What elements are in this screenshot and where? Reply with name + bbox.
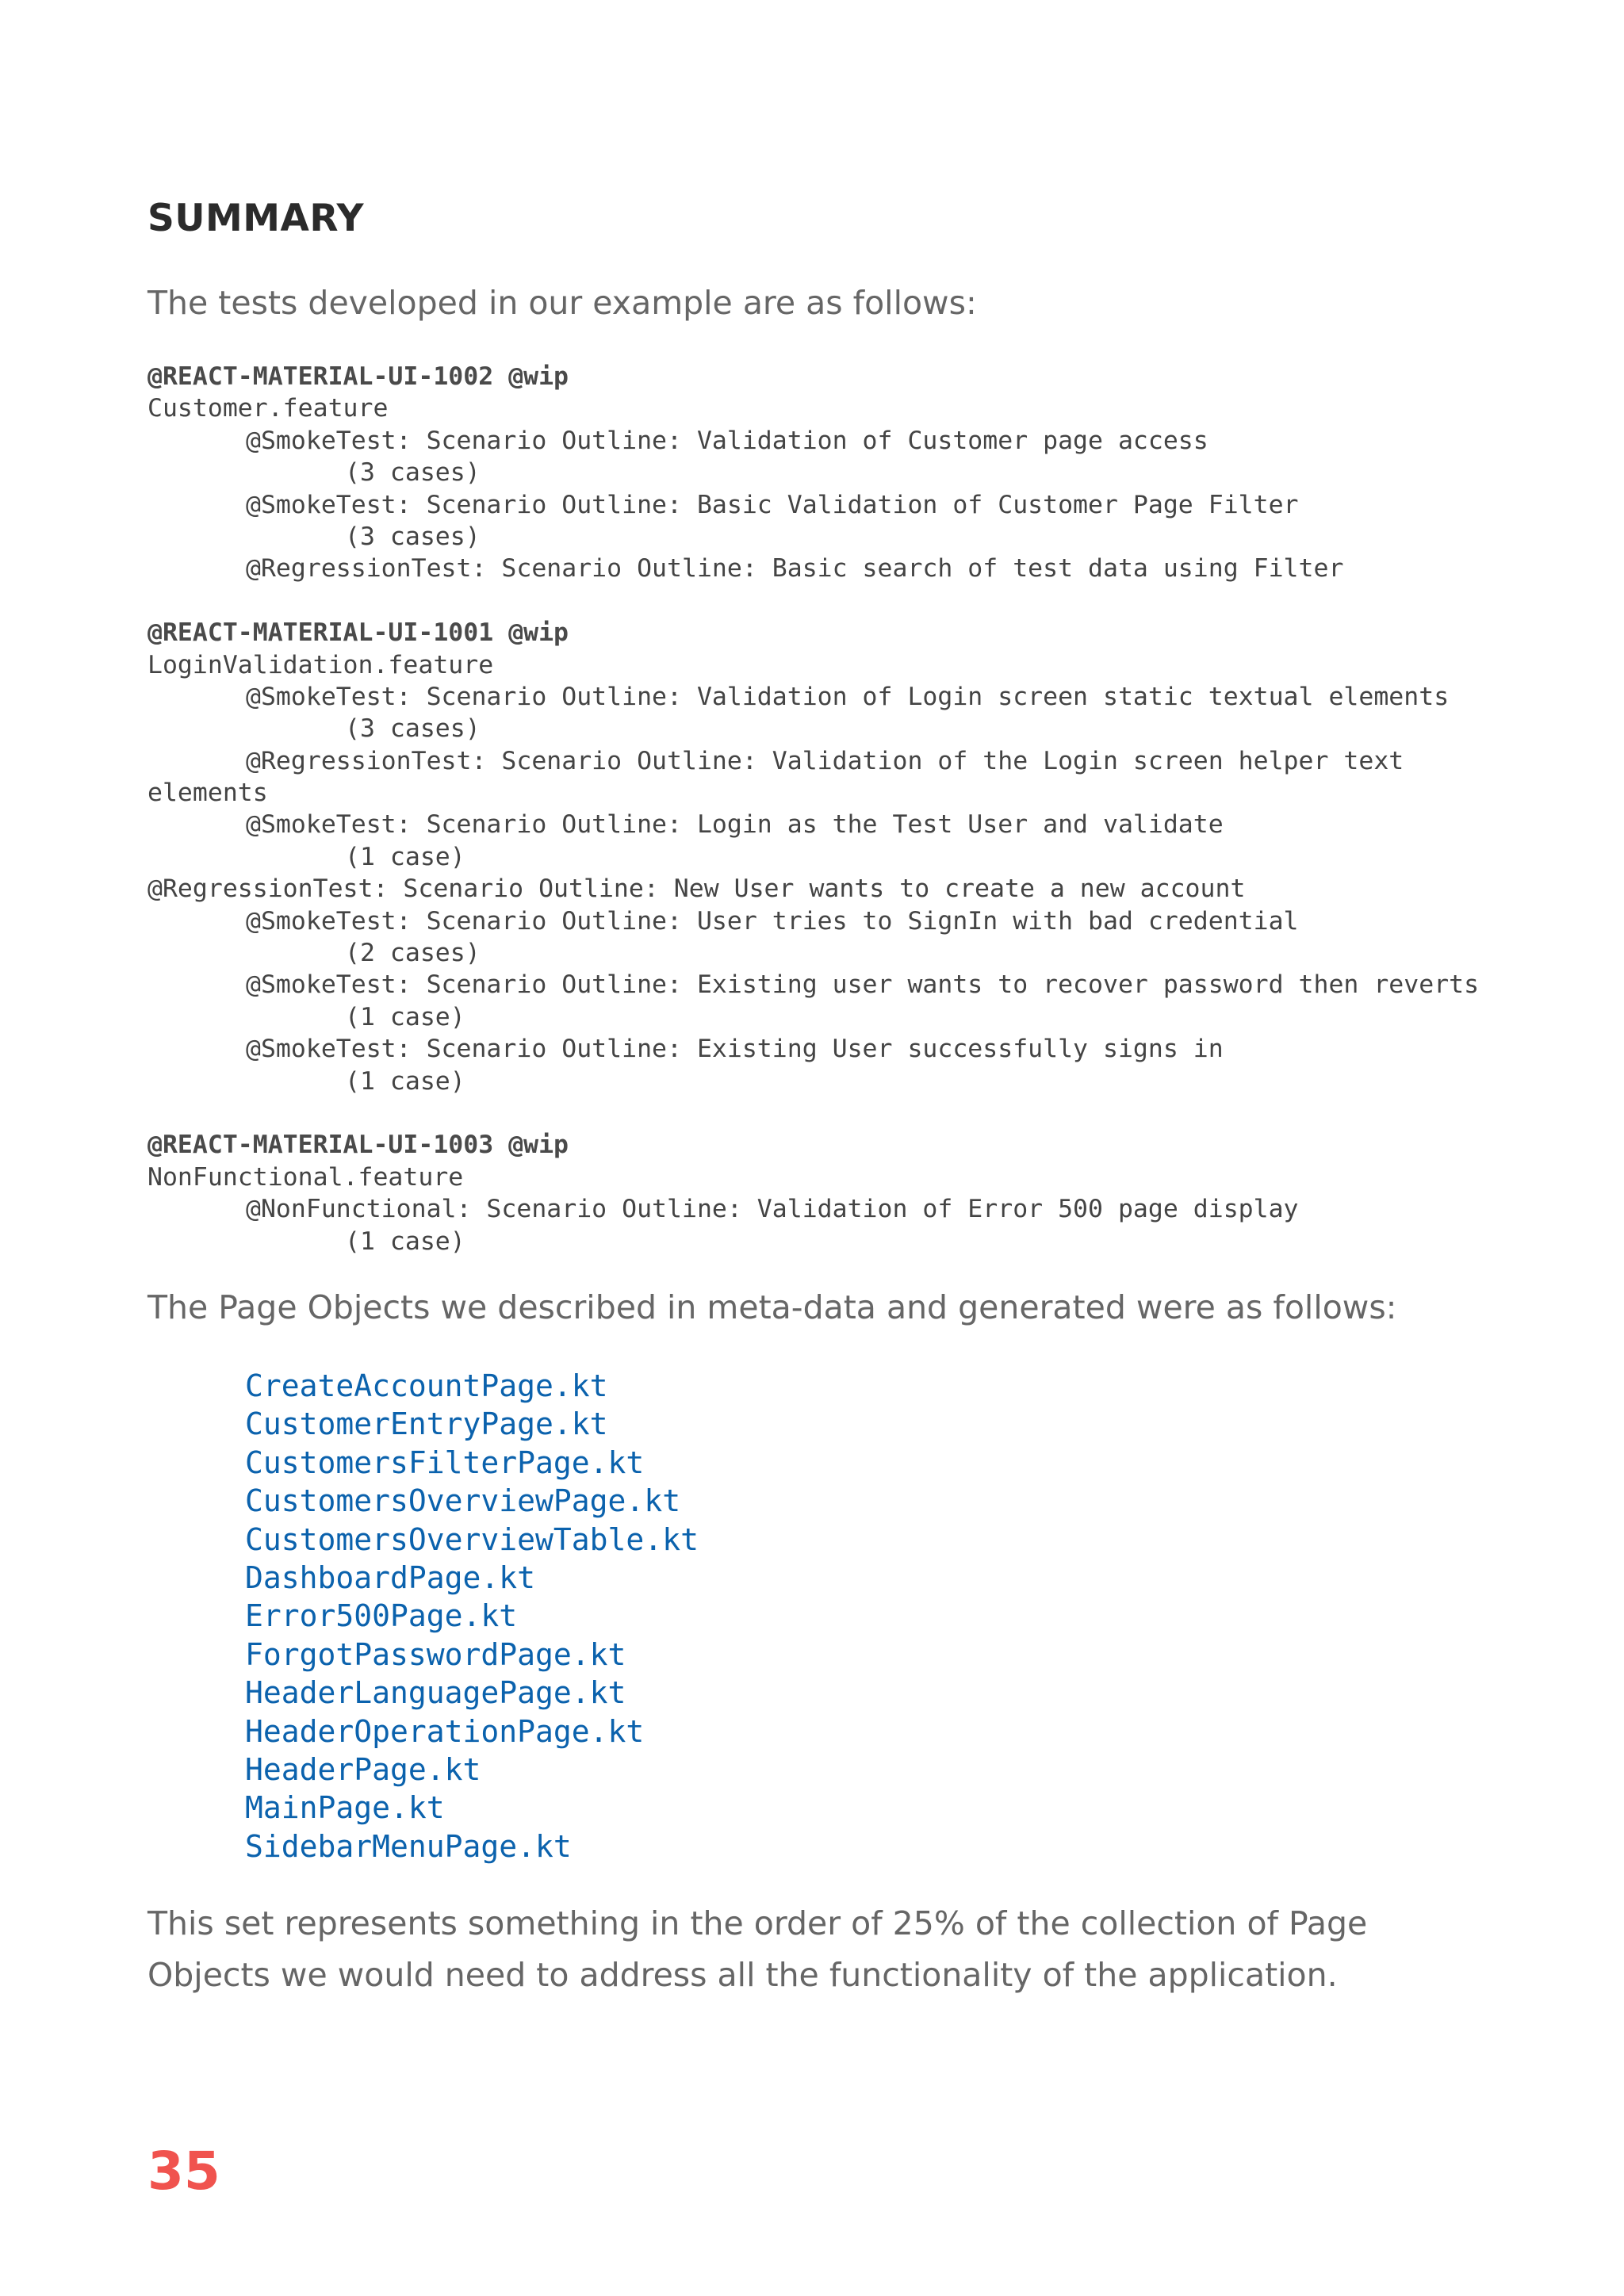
page-object-link[interactable]: SidebarMenuPage.kt	[245, 1828, 572, 1864]
page-object-link[interactable]: DashboardPage.kt	[245, 1559, 536, 1595]
case-count: (1 case)	[345, 1226, 465, 1256]
page-object-list	[245, 1367, 699, 1866]
page-object-link[interactable]: CustomersFilterPage.kt	[245, 1445, 645, 1480]
page-object-link[interactable]: HeaderOperationPage.kt	[245, 1713, 645, 1749]
page-object-link[interactable]: CustomerEntryPage.kt	[245, 1406, 608, 1442]
scenario-line: @RegressionTest: Scenario Outline: Validation of the Login screen helper text	[246, 746, 1404, 775]
case-count: (1 case)	[345, 1002, 465, 1031]
scenario-line: @RegressionTest: Scenario Outline: New User wants to create a new account	[147, 874, 1246, 904]
scenario-line: @SmokeTest: Scenario Outline: Existing User successfully signs in	[246, 1035, 1224, 1064]
feature-file-name: LoginValidation.feature	[147, 650, 494, 679]
case-count: (1 case)	[345, 842, 465, 871]
scenario-line-wrap: elements	[147, 779, 268, 808]
page-object-link[interactable]: HeaderLanguagePage.kt	[245, 1675, 626, 1711]
case-count: (3 cases)	[345, 522, 481, 551]
case-count: (1 case)	[345, 1066, 465, 1096]
group-spacer	[147, 1097, 1543, 1129]
page-object-link[interactable]: ForgotPasswordPage.kt	[245, 1636, 626, 1672]
scenario-line: @SmokeTest: Scenario Outline: Existing user wants to recover password then reverts	[246, 970, 1480, 1000]
tag-line: @REACT-MATERIAL-UI-1002 @wip	[147, 362, 569, 391]
tag-line: @REACT-MATERIAL-UI-1001 @wip	[147, 618, 569, 648]
scenario-line: @SmokeTest: Scenario Outline: User tries to SignIn with bad credential	[246, 906, 1299, 936]
feature-file-name: Customer.feature	[147, 394, 389, 423]
intro-paragraph: The tests developed in our example are as follows:	[147, 284, 977, 322]
scenario-line: @SmokeTest: Scenario Outline: Validation of Customer page access	[246, 426, 1208, 455]
case-count: (3 cases)	[345, 458, 481, 488]
case-count: (3 cases)	[345, 714, 481, 744]
scenario-line: @SmokeTest: Scenario Outline: Basic Validation of Customer Page Filter	[246, 490, 1299, 519]
scenario-line: @SmokeTest: Scenario Outline: Login as the Test User and validate	[246, 810, 1224, 840]
page-objects-intro: The Page Objects we described in meta-data and generated were as follows:	[147, 1288, 1397, 1326]
scenario-line: @NonFunctional: Scenario Outline: Validation of Error 500 page display	[246, 1195, 1299, 1224]
page-object-link[interactable]: MainPage.kt	[245, 1790, 445, 1826]
group-spacer	[147, 585, 1543, 617]
page-object-link[interactable]: CreateAccountPage.kt	[245, 1368, 608, 1403]
scenario-line: @SmokeTest: Scenario Outline: Validation of Login screen static textual elements	[246, 682, 1450, 711]
page-object-link[interactable]: HeaderPage.kt	[245, 1751, 481, 1787]
closing-line: This set represents something in the order of 25% of the collection of Page	[147, 1904, 1368, 1942]
page-object-link[interactable]: CustomersOverviewPage.kt	[245, 1483, 681, 1519]
tag-line: @REACT-MATERIAL-UI-1003 @wip	[147, 1131, 569, 1160]
page-number: 35	[147, 2141, 220, 2202]
case-count: (2 cases)	[345, 939, 481, 968]
feature-file-name: NonFunctional.feature	[147, 1162, 464, 1192]
scenario-line: @RegressionTest: Scenario Outline: Basic search of test data using Filter	[246, 554, 1344, 584]
section-heading: SUMMARY	[147, 197, 365, 240]
page-object-link[interactable]: Error500Page.kt	[245, 1598, 518, 1634]
page-object-link[interactable]: CustomersOverviewTable.kt	[245, 1521, 699, 1557]
test-listing	[147, 361, 1543, 1257]
closing-line: Objects we would need to address all the functionality of the application.	[147, 1956, 1338, 1994]
closing-paragraph	[147, 1898, 1367, 2001]
